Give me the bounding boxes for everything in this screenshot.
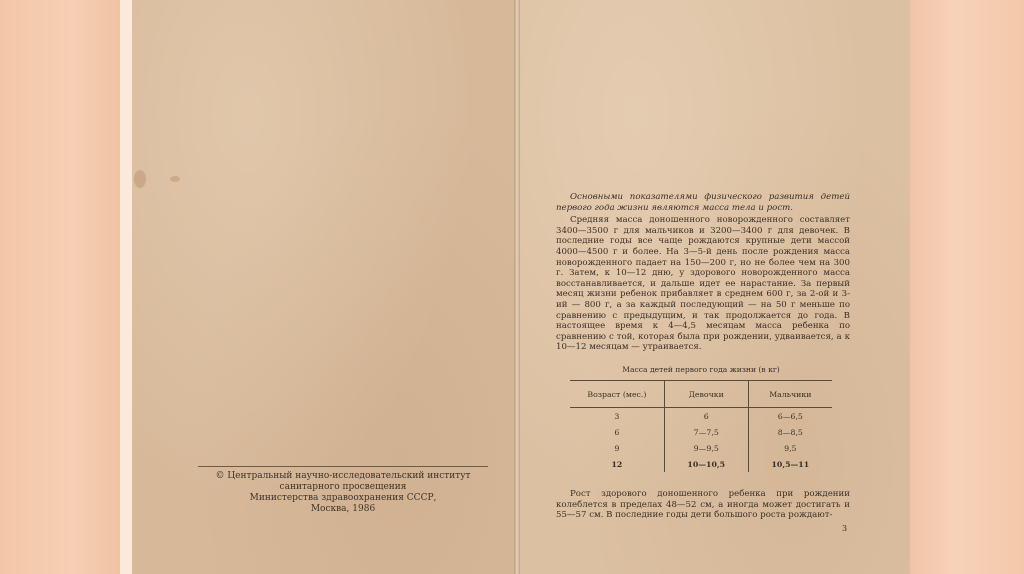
bottom-paragraph: Рост здорового доношенного ребенка при рождении колеблется в пределах 48—52 см, а иногда может достигать и 55—57 см. В последние годы дети большого роста рождают- (556, 489, 850, 521)
body-text (556, 192, 850, 353)
table-row (570, 424, 832, 440)
table-row (570, 440, 832, 456)
bottom-text (556, 489, 850, 521)
background-right (910, 0, 1024, 574)
table-cell: 3 (614, 411, 620, 421)
page-number: 3 (842, 524, 848, 533)
page-fold (514, 0, 520, 574)
table-header: Девочки (664, 381, 748, 408)
background-gap (120, 0, 132, 574)
copyright-line: Министерства здравоохранения СССР, (249, 493, 437, 503)
paper-stain (170, 176, 180, 182)
table-cell: 6 (614, 427, 620, 437)
copyright-line: Москва, 1986 (310, 504, 376, 514)
table-cell: 9,5 (748, 440, 832, 456)
copyright-line: санитарного просвещения (279, 482, 407, 492)
table-cell: 8—8,5 (748, 424, 832, 440)
copyright-line: © Центральный научно-исследовательский институт (215, 471, 471, 481)
table-cell: 6—6,5 (748, 408, 832, 425)
table-cell: 10—10,5 (664, 456, 748, 472)
table-row (570, 456, 832, 472)
table-cell: 6 (664, 408, 748, 425)
body-paragraph: Средняя масса доношенного новорожденного составляет 3400—3500 г для мальчиков и 3200—3400 г для девочек. В последние годы все чаще рождаются крупные дети массой 4000—4500 г и более. На 3—5-й день после рождения масса новорожденного падает на 150—200 г, но не более чем на 300 г. Затем, к 10—12 дню, у здорового новорожденного масса восстанавливается, и дальше идет ее нарастание. За первый месяц жизни ребенок прибавляет в среднем 600 г, за 2-ой и 3-ий — 800 г, а за каждый последующий — на 50 г меньше по сравнению с предыдущим, и так продолжается до года. В настоящее время к 4—4,5 месяцам масса ребенка по сравнению с той, которая была при рождении, удваивается, а к 10—12 месяцам — утраивается. (556, 215, 850, 353)
background-left (0, 0, 120, 574)
paper-stain (134, 170, 146, 188)
copyright-notice (198, 466, 488, 515)
table-header: Возраст (мес.) (570, 381, 664, 408)
table-cell: 12 (611, 459, 623, 469)
table-cell: 9 (614, 443, 620, 453)
table-cell: 7—7,5 (664, 424, 748, 440)
table-cell: 9—9,5 (664, 440, 748, 456)
table-header-row (570, 381, 832, 408)
table-row (570, 408, 832, 425)
lead-paragraph: Основными показателями физического развития детей первого года жизни являются масса тела и рост. (556, 192, 850, 213)
table-cell: 10,5—11 (748, 456, 832, 472)
mass-table (570, 380, 832, 472)
table-caption: Масса детей первого года жизни (в кг) (622, 365, 780, 374)
table-header: Мальчики (748, 381, 832, 408)
